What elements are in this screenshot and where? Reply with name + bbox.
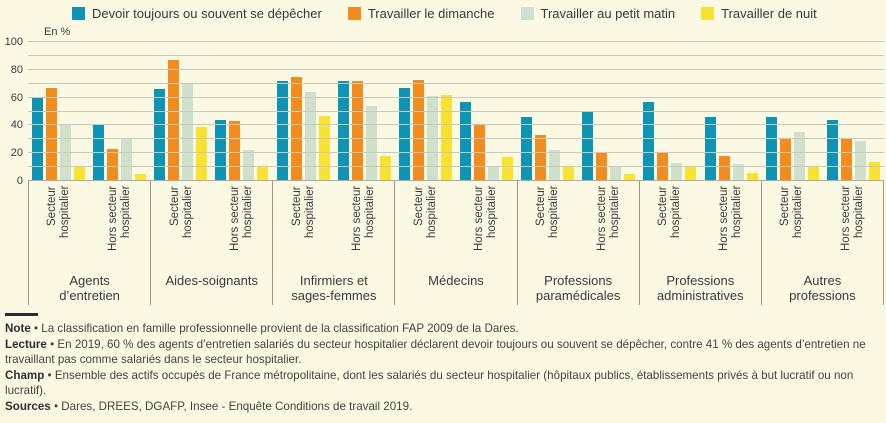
subgroup-labels [29,186,150,270]
champ-bullet: • [47,369,52,383]
legend-item [72,6,322,21]
bar-subgroup [215,42,268,181]
subgroup-label: Secteur hospitalier [657,186,682,239]
bar-subgroup [582,42,635,181]
bar [488,166,499,181]
x-axis [28,181,884,305]
gridline [28,69,884,70]
group-label: Professions administratives [656,273,744,303]
legend-label: Travailler le dimanche [367,6,495,21]
bar [380,156,391,181]
bar-subgroup [93,42,146,181]
subgroup-label-cell [521,186,574,270]
note-bullet: • [34,322,39,335]
lecture-bullet: • [50,338,55,352]
bar [657,153,668,181]
notes-divider-rule [5,313,38,316]
subgroup-label-cell [766,186,819,270]
footer-notes [5,321,881,415]
subgroup-label: Hors secteur hospitalier [473,186,499,252]
group-label: Aides-soignants [165,273,258,288]
legend [72,6,817,21]
subgroup-labels [518,186,639,270]
gridline [28,41,884,42]
x-group [151,181,273,305]
subgroup-label: Hors secteur hospitalier [106,186,132,252]
gridline [28,152,884,153]
subgroup-label-cell [33,186,86,270]
bar-subgroup [705,42,758,181]
subgroup-label-cell [399,186,452,270]
y-tick-label: 0 [16,175,23,187]
subgroup-label-cell [582,186,635,270]
bar-group [395,42,517,181]
bar [780,138,791,181]
legend-label: Devoir toujours ou souvent se dépêcher [92,6,322,21]
bar [460,102,471,181]
bar [121,138,132,181]
subgroup-label-cell [704,186,757,270]
subgroup-label: Secteur hospitalier [290,186,316,239]
bar [766,117,777,181]
gridline [28,124,884,125]
bar-group [28,42,150,181]
gridline [28,166,884,167]
bar [563,167,574,181]
bar [869,162,880,181]
bar [196,127,207,181]
bar [794,132,805,181]
bars-row [28,42,884,181]
bar-subgroup [32,42,85,181]
x-group [640,181,762,305]
bar [808,167,819,181]
sources-bullet: • [54,400,59,414]
x-group [273,181,395,305]
y-tick-label: 60 [10,91,23,104]
group-label: Autres professions [789,273,856,303]
legend-item [701,6,817,21]
subgroup-label-cell [338,186,391,270]
subgroup-label: Hors secteur hospitalier [595,186,621,252]
subgroup-labels [273,186,394,270]
bar [502,157,513,181]
note-label: Note [5,322,31,335]
y-tick-label: 40 [10,119,23,132]
y-tick-label: 80 [10,63,23,76]
bar [305,92,316,181]
subgroup-label: Hors secteur hospitalier [229,186,254,252]
bar [643,102,654,181]
bar-group [273,42,395,181]
bar [719,156,730,181]
lecture-label: Lecture [5,338,47,352]
bar-subgroup [399,42,452,181]
bar [107,149,118,181]
bar [168,60,179,181]
bar [827,120,838,181]
legend-label: Travailler de nuit [721,6,817,21]
bar [582,112,593,182]
subgroup-label: Secteur hospitalier [168,186,194,239]
bar [521,117,532,181]
bar-group [639,42,761,181]
note-line [5,321,881,336]
group-label: Professions paramédicales [535,273,621,303]
bar [855,141,866,181]
bar-subgroup [766,42,819,181]
x-group [518,181,640,305]
subgroup-label-cell [460,186,513,270]
bar [535,135,546,181]
subgroup-label-cell [277,186,330,270]
subgroup-label: Secteur hospitalier [779,186,805,239]
sources-label: Sources [5,400,51,414]
group-label: Agents d’entretien [59,273,120,303]
bar-subgroup [277,42,330,181]
champ-text: Ensemble des actifs occupés de France métropolitaine, dont les salariés du secteur hospitalier (hôpitaux publics, établissements privés à but lucratif ou non lucratif). [5,369,854,398]
x-group [762,181,884,305]
bar [257,167,268,181]
bar [229,121,240,181]
subgroup-label: Secteur hospitalier [534,186,560,239]
legend-swatch [701,7,714,20]
bar [154,89,165,181]
subgroup-labels [151,186,272,270]
legend-swatch [348,7,361,20]
bar [319,116,330,181]
y-tick-label: 20 [10,147,23,160]
bar [841,138,852,181]
gridline [28,97,884,98]
subgroup-label-cell [155,186,208,270]
subgroup-label: Secteur hospitalier [46,186,72,239]
gridline [28,83,884,84]
bar-subgroup [643,42,696,181]
subgroup-label: Secteur hospitalier [412,186,438,239]
subgroup-label-cell [826,186,879,270]
bar [60,125,71,181]
note-text: La classification en famille professionnelle provient de la classification FAP 2009 de la Dares. [41,322,519,335]
x-group [28,181,151,305]
subgroup-label: Hors secteur hospitalier [351,186,377,252]
group-label: Infirmiers et sages-femmes [291,273,377,303]
legend-swatch [72,7,85,20]
bar-subgroup [521,42,574,181]
subgroup-label-cell [93,186,146,270]
bar [366,106,377,181]
bar [705,117,716,181]
subgroup-labels [395,186,516,270]
x-group [395,181,517,305]
bar [215,120,226,181]
legend-item [348,6,495,21]
subgroup-labels [762,186,883,270]
subgroup-labels [640,186,761,270]
bar-group [517,42,639,181]
y-axis-unit-label: En % [44,26,71,38]
legend-swatch [521,7,534,20]
bar-group [150,42,272,181]
bar-subgroup [154,42,207,181]
group-label: Médecins [428,273,484,288]
bar-group [762,42,884,181]
lecture-text: En 2019, 60 % des agents d’entretien salariés du secteur hospitalier déclarent devoir toujours ou souvent se dépêcher, contre 41 % des agents d’entretien ne travaillant pas comme salariés dans le secteur hospitalier. [5,338,866,367]
bar [474,125,485,181]
subgroup-label-cell [215,186,268,270]
bar-subgroup [827,42,880,181]
bar-subgroup [460,42,513,181]
champ-label: Champ [5,369,45,383]
bar [685,166,696,181]
plot-area [28,42,884,181]
legend-item [521,6,676,21]
gridline [28,55,884,56]
bar [74,167,85,181]
gridline [28,138,884,139]
bar [610,167,621,181]
sources-line [5,399,881,414]
y-axis-labels [0,36,26,187]
legend-label: Travailler au petit matin [540,6,676,21]
gridline [28,111,884,112]
subgroup-label-cell [643,186,696,270]
bar-subgroup [338,42,391,181]
subgroup-label: Hors secteur hospitalier [839,186,865,252]
subgroup-label: Hors secteur hospitalier [717,186,743,252]
sources-text: Dares, DREES, DGAFP, Insee - Enquête Conditions de travail 2019. [61,400,413,414]
lecture-line [5,337,881,367]
y-tick-label: 100 [4,36,23,48]
champ-line [5,368,881,398]
